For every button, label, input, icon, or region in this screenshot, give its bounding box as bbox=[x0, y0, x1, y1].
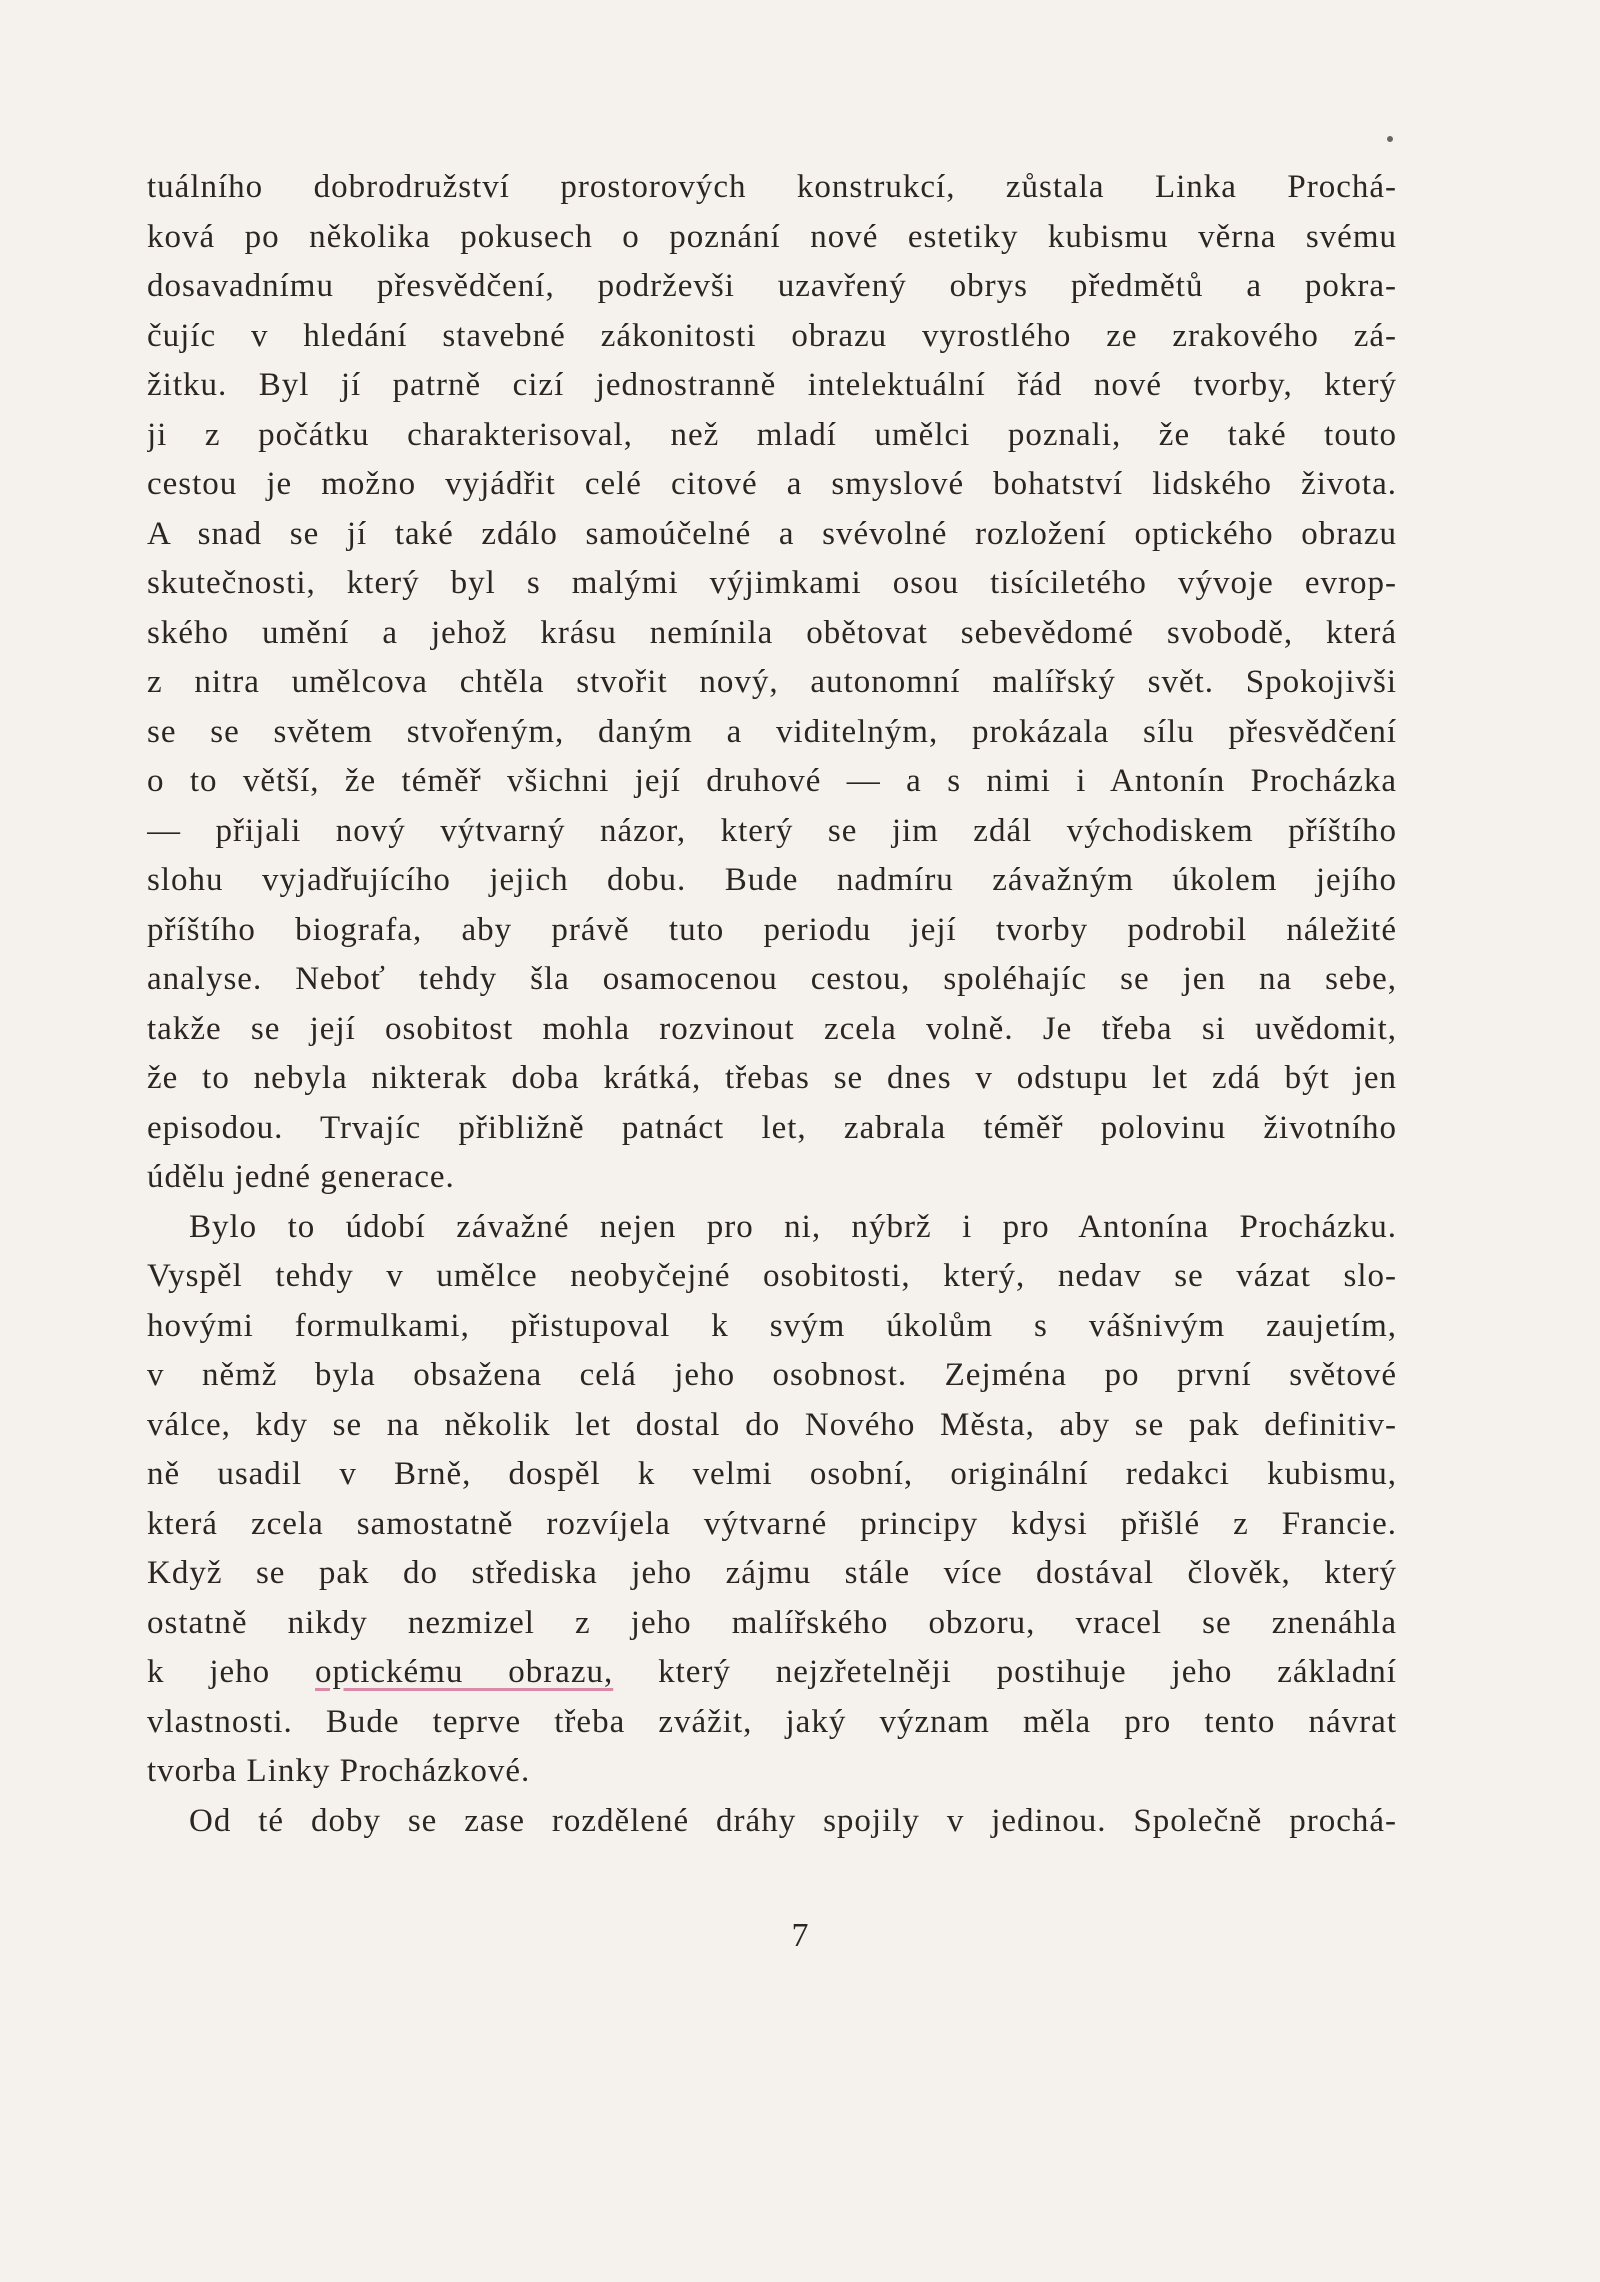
text-fragment: k jeho bbox=[147, 1654, 316, 1690]
text-line: ně usadil v Brně, dospěl k velmi osobní, originální redakci kubismu, bbox=[147, 1456, 1397, 1492]
text-line: episodou. Trvajíc přibližně patnáct let, zabrala téměř polovinu životního bbox=[147, 1109, 1397, 1146]
text-line: válce, kdy se na několik let dostal do Nového Města, aby se pak definitiv- bbox=[147, 1406, 1397, 1443]
text-line: z nitra umělcova chtěla stvořit nový, autonomní malířský svět. Spokojivši bbox=[147, 664, 1397, 700]
text-line: ského umění a jehož krásu nemínila obětovat sebevědomé svobodě, která bbox=[147, 614, 1397, 651]
text-line: která zcela samostatně rozvíjela výtvarné principy kdysi přišlé z Francie. bbox=[147, 1505, 1397, 1542]
body-text bbox=[147, 163, 1397, 1846]
text-line: — přijali nový výtvarný názor, který se jim zdál východiskem příštího bbox=[147, 812, 1397, 849]
text-line: ková po několika pokusech o poznání nové estetiky kubismu věrna svému bbox=[147, 218, 1397, 255]
text-line: se se světem stvořeným, daným a viditelným, prokázala sílu přesvědčení bbox=[147, 713, 1397, 750]
ink-dot bbox=[1387, 136, 1393, 142]
text-line: Bylo to údobí závažné nejen pro ni, nýbrž i pro Antonína Procházku. bbox=[189, 1208, 1397, 1245]
text-fragment: který nejzřetelněji postihuje jeho základní bbox=[613, 1654, 1397, 1690]
text-line: A snad se jí také zdálo samoúčelné a svévolné rozložení optického obrazu bbox=[147, 515, 1397, 552]
text-line: analyse. Neboť tehdy šla osamocenou cestou, spoléhajíc se jen na sebe, bbox=[147, 961, 1397, 997]
text-line: Od té doby se zase rozdělené dráhy spojily v jedinou. Společně prochá- bbox=[189, 1802, 1397, 1839]
text-line: tvorba Linky Procházkové. bbox=[147, 1753, 531, 1789]
text-line: žitku. Byl jí patrně cizí jednostranně intelektuální řád nové tvorby, který bbox=[147, 367, 1397, 403]
text-line-underlined bbox=[147, 1648, 1397, 1698]
text-line: že to nebyla nikterak doba krátká, třebas se dnes v odstupu let zdá být jen bbox=[147, 1060, 1397, 1096]
text-line: čujíc v hledání stavebné zákonitosti obrazu vyrostlého ze zrakového zá- bbox=[147, 317, 1397, 354]
text-line: o to větší, že téměř všichni její druhové — a s nimi i Antonín Procházka bbox=[147, 763, 1397, 799]
text-line: ji z počátku charakterisoval, než mladí umělci poznali, že také touto bbox=[147, 416, 1397, 453]
text-line: takže se její osobitost mohla rozvinout zcela volně. Je třeba si uvědomit, bbox=[147, 1010, 1397, 1047]
text-line: údělu jedné generace. bbox=[147, 1159, 455, 1195]
text-line: Když se pak do střediska jeho zájmu stále více dostával člověk, který bbox=[147, 1555, 1397, 1591]
text-line: skutečnosti, který byl s malými výjimkami osou tisíciletého vývoje evrop- bbox=[147, 565, 1397, 601]
text-line: Vyspěl tehdy v umělce neobyčejné osobitosti, který, nedav se vázat slo- bbox=[147, 1258, 1397, 1294]
page-number: 7 bbox=[791, 1917, 809, 1954]
text-line: tuálního dobrodružství prostorových konstrukcí, zůstala Linka Prochá- bbox=[147, 169, 1397, 205]
text-line: příštího biografa, aby právě tuto periodu její tvorby podrobil náležité bbox=[147, 911, 1397, 948]
underlined-phrase: optickému obrazu, bbox=[315, 1654, 614, 1690]
text-line: cestou je možno vyjádřit celé citové a smyslové bohatství lidského života. bbox=[147, 466, 1397, 502]
text-line: ostatně nikdy nezmizel z jeho malířského obzoru, vracel se znenáhla bbox=[147, 1604, 1397, 1641]
text-line: v němž byla obsažena celá jeho osobnost. Zejména po první světové bbox=[147, 1357, 1397, 1393]
text-line: slohu vyjadřujícího jejich dobu. Bude nadmíru závažným úkolem jejího bbox=[147, 862, 1397, 898]
text-line: hovými formulkami, přistupoval k svým úkolům s vášnivým zaujetím, bbox=[147, 1307, 1397, 1344]
text-line: dosavadnímu přesvědčení, podrževši uzavřený obrys předmětů a pokra- bbox=[147, 268, 1397, 304]
text-line: vlastnosti. Bude teprve třeba zvážit, jaký význam měla pro tento návrat bbox=[147, 1703, 1397, 1740]
